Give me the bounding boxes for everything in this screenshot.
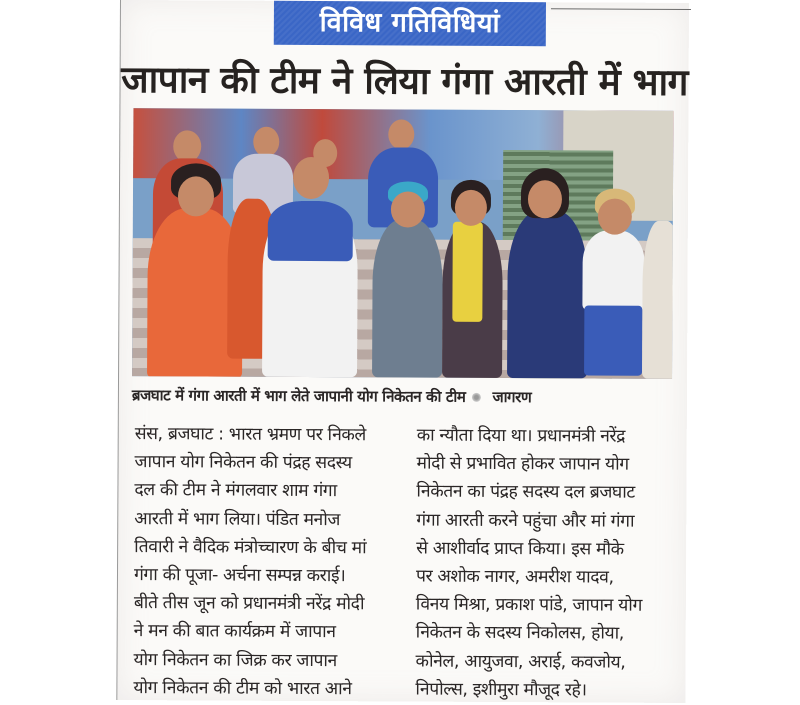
article-headline: जापान की टीम ने लिया गंगा आरती में भाग — [121, 58, 689, 104]
body-line: मोदी से प्रभावित होकर जापान योग — [416, 453, 629, 475]
body-line: कोनेल, आयुजवा, अराई, कवजोय, — [415, 651, 626, 673]
article-photo — [132, 108, 673, 379]
photo-credit: जागरण — [492, 387, 532, 407]
article-column-right — [415, 422, 678, 705]
body-line: जापान योग निकेतन की पंद्रह सदस्य — [134, 452, 352, 474]
body-line: का न्यौता दिया था। प्रधानमंत्री नरेंद्र — [416, 425, 626, 447]
woman-navy-dress — [507, 210, 588, 378]
body-line: पर अशोक नागर, अमरीश यादव, — [415, 566, 614, 588]
person-head — [391, 191, 425, 227]
person-head — [528, 180, 562, 218]
body-line: दल की टीम ने मंगलवार शाम गंगा — [134, 480, 337, 502]
person-head — [455, 190, 487, 226]
newspaper-clipping — [116, 0, 689, 703]
person-head — [598, 199, 632, 235]
body-line: गंगा की पूजा- अर्चना सम्पन्न कराई। — [133, 565, 346, 587]
person-figure — [642, 221, 673, 379]
body-line: संस, ब्रजघाट : भारत भ्रमण पर निकले — [134, 424, 366, 446]
top-rule-divider — [551, 8, 691, 10]
body-line: से आशीर्वाद प्राप्त किया। इस मौके — [416, 538, 624, 560]
yellow-scarf — [452, 222, 483, 322]
person-head — [253, 127, 279, 157]
person-white-top — [582, 230, 644, 310]
body-line: निपोल्स, इशीमुरा मौजूद रहे। — [415, 679, 587, 701]
body-line: गंगा आरती करने पहुंचा और मां गंगा — [416, 510, 635, 532]
photo-caption — [132, 384, 677, 409]
body-line: निकेतन का पंद्रह सदस्य दल ब्रजघाट — [416, 481, 635, 504]
body-line: बीते तीस जून को प्रधानमंत्री नरेंद्र मोदी — [133, 593, 365, 615]
person-grey-jacket — [372, 219, 443, 377]
blue-skirt — [584, 305, 642, 375]
body-line: योग निकेतन की टीम को भारत आने — [133, 677, 352, 700]
caption-text: ब्रजघाट में गंगा आरती में भाग लेते जापानी योग निकेतन की टीम — [131, 386, 466, 406]
bullet-icon — [471, 393, 480, 402]
body-line: योग निकेतन का जिक्र कर जापान — [133, 649, 337, 671]
shirt-blue-panel — [268, 201, 353, 261]
body-line: निकेतन के सदस्य निकोलस, होया, — [415, 622, 625, 645]
body-line: विनय मिश्रा, प्रकाश पांडे, जापान योग — [415, 594, 642, 616]
article-column-left — [133, 420, 396, 703]
person-head — [388, 119, 414, 149]
body-line: तिवारी ने वैदिक मंत्रोच्चारण के बीच मां — [134, 536, 367, 559]
person-head — [293, 157, 329, 199]
person-head — [178, 176, 214, 216]
section-banner: विविध गतिविधियां — [274, 1, 546, 46]
body-line: आरती में भाग लिया। पंडित मनोज — [134, 508, 341, 530]
body-line: ने मन की बात कार्यक्रम में जापान — [133, 621, 336, 643]
